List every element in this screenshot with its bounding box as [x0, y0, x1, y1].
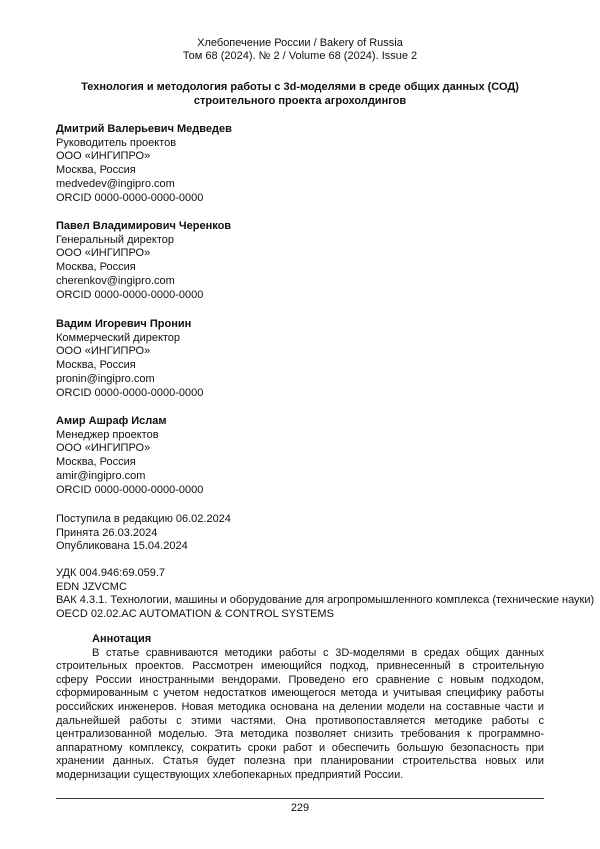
author-orcid: ORCID 0000-0000-0000-0000	[56, 386, 204, 399]
author-position: Менеджер проектов	[56, 428, 159, 441]
edn-code: EDN JZVCMC	[56, 580, 127, 593]
article-title: Технология и методология работы с 3d-моделями в среде общих данных (СОД) строительного проекта агрохолдингов	[81, 81, 519, 107]
author-orcid: ORCID 0000-0000-0000-0000	[56, 288, 204, 301]
author-organization: ООО «ИНГИПРО»	[56, 247, 151, 260]
author-position: Генеральный директор	[56, 233, 174, 246]
abstract-heading: Аннотация	[92, 633, 152, 645]
abstract-text: В статье сравниваются методики работы с 3D-моделями в средах общих данных строительных проектов. Рассмотрен имеющийся подход, привнесенный в строительную сферу России иностранными вендорами. Проведено его сравнение с новым подходом, сформированным с учетом недостатков имеющегося метода и учитывая специфику работы российских инженеров. Новая методика основана на делении модели на составные части и дальнейшей работы с этими частями. Она противопоставляется методике работы с централизованной моделью. Эта методика позволяет снизить требования к программно-аппаратному комплексу, сократить сроки работ и обеспечить большую безопасность при хранении данных. Статья будет полезна при планировании строительства новых или модернизации существующих хлебопекарных предприятий России.	[56, 646, 544, 781]
oecd-code: OECD 02.02.AC AUTOMATION & CONTROL SYSTEMS	[56, 608, 334, 621]
author-block	[56, 220, 231, 302]
author-position: Руководитель проектов	[56, 136, 177, 149]
journal-header	[0, 37, 600, 63]
footer-divider	[56, 798, 544, 799]
author-city: Москва, Россия	[56, 261, 136, 274]
classification-codes	[56, 567, 594, 622]
date-published: Опубликована 15.04.2024	[56, 540, 188, 553]
author-email[interactable]: pronin@ingipro.com	[56, 372, 155, 385]
author-city: Москва, Россия	[56, 359, 136, 372]
author-block	[56, 123, 232, 205]
article-dates	[56, 513, 231, 554]
journal-name: Хлебопечение России / Bakery of Russia	[197, 37, 403, 49]
date-received: Поступила в редакцию 06.02.2024	[56, 513, 231, 525]
author-email[interactable]: amir@ingipro.com	[56, 469, 146, 482]
author-name: Амир Ашраф Ислам	[56, 415, 167, 427]
author-orcid: ORCID 0000-0000-0000-0000	[56, 191, 204, 204]
journal-volume: Том 68 (2024). № 2 / Volume 68 (2024). Issue 2	[182, 50, 418, 62]
udk-code: УДК 004.946:69.059.7	[56, 567, 166, 579]
author-block	[56, 415, 203, 497]
author-name: Дмитрий Валерьевич Медведев	[56, 123, 232, 135]
author-block	[56, 318, 203, 400]
author-city: Москва, Россия	[56, 456, 136, 469]
author-organization: ООО «ИНГИПРО»	[56, 150, 151, 163]
author-position: Коммерческий директор	[56, 331, 181, 344]
author-email[interactable]: cherenkov@ingipro.com	[56, 274, 175, 287]
author-name: Вадим Игоревич Пронин	[56, 318, 192, 330]
page-number: 229	[290, 802, 310, 814]
author-organization: ООО «ИНГИПРО»	[56, 442, 151, 455]
author-orcid: ORCID 0000-0000-0000-0000	[56, 483, 204, 496]
abstract-section	[56, 633, 544, 783]
author-organization: ООО «ИНГИПРО»	[56, 345, 151, 358]
author-email[interactable]: medvedev@ingipro.com	[56, 177, 175, 190]
date-accepted: Принята 26.03.2024	[56, 526, 158, 539]
author-name: Павел Владимирович Черенков	[56, 220, 232, 232]
author-city: Москва, Россия	[56, 164, 136, 177]
vak-code: ВАК 4.3.1. Технологии, машины и оборудование для агропромышленного комплекса (технические науки)	[56, 594, 595, 607]
